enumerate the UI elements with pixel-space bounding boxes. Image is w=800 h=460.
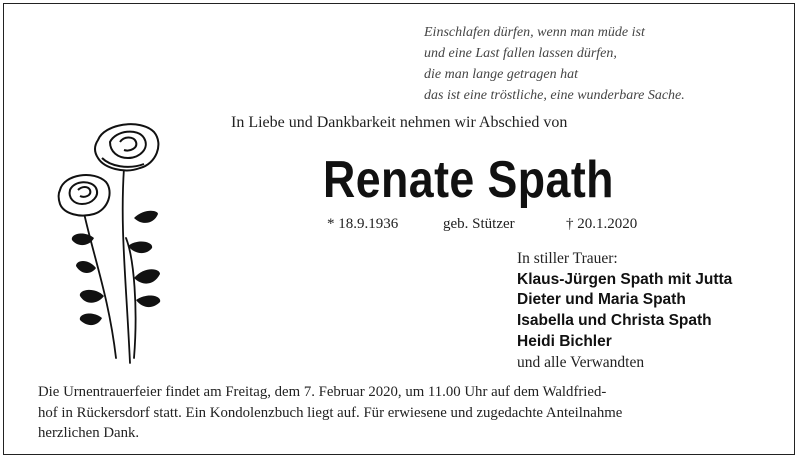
- poem: [424, 22, 764, 106]
- roses-icon: [54, 118, 174, 368]
- poem-line: und eine Last fallen lassen dürfen,: [424, 46, 617, 61]
- mourner-name: Dieter und Maria Spath: [517, 291, 686, 309]
- intro-text: In Liebe und Dankbarkeit nehmen wir Abschied von: [231, 114, 568, 131]
- mourner-name: Heidi Bichler: [517, 332, 612, 350]
- birth-date: * 18.9.1936: [327, 216, 399, 232]
- mourners-closing: und alle Verwandten: [517, 353, 645, 371]
- poem-line: das ist eine tröstliche, eine wunderbare Sache.: [424, 88, 685, 103]
- mourner-name: Isabella und Christa Spath: [517, 312, 712, 330]
- mourners-heading: In stiller Trauer:: [517, 250, 618, 267]
- footer-line: hof in Rückersdorf statt. Ein Kondolenzbuch liegt auf. Für erwiesene und zugedachte Anteilnahme: [38, 404, 623, 421]
- poem-line: die man lange getragen hat: [424, 67, 578, 82]
- footer-line: herzlichen Dank.: [38, 425, 140, 441]
- mourner-name: Klaus-Jürgen Spath mit Jutta: [517, 270, 733, 288]
- mourners-block: [517, 249, 732, 373]
- maiden-name: geb. Stützer: [443, 216, 515, 232]
- death-date: † 20.1.2020: [566, 216, 638, 232]
- funeral-details: [38, 382, 768, 444]
- poem-line: Einschlafen dürfen, wenn man müde ist: [424, 25, 645, 40]
- footer-line: Die Urnentrauerfeier findet am Freitag, dem 7. Februar 2020, um 11.00 Uhr auf dem Waldfried-: [38, 384, 607, 400]
- deceased-name: Renate Spath: [323, 151, 614, 209]
